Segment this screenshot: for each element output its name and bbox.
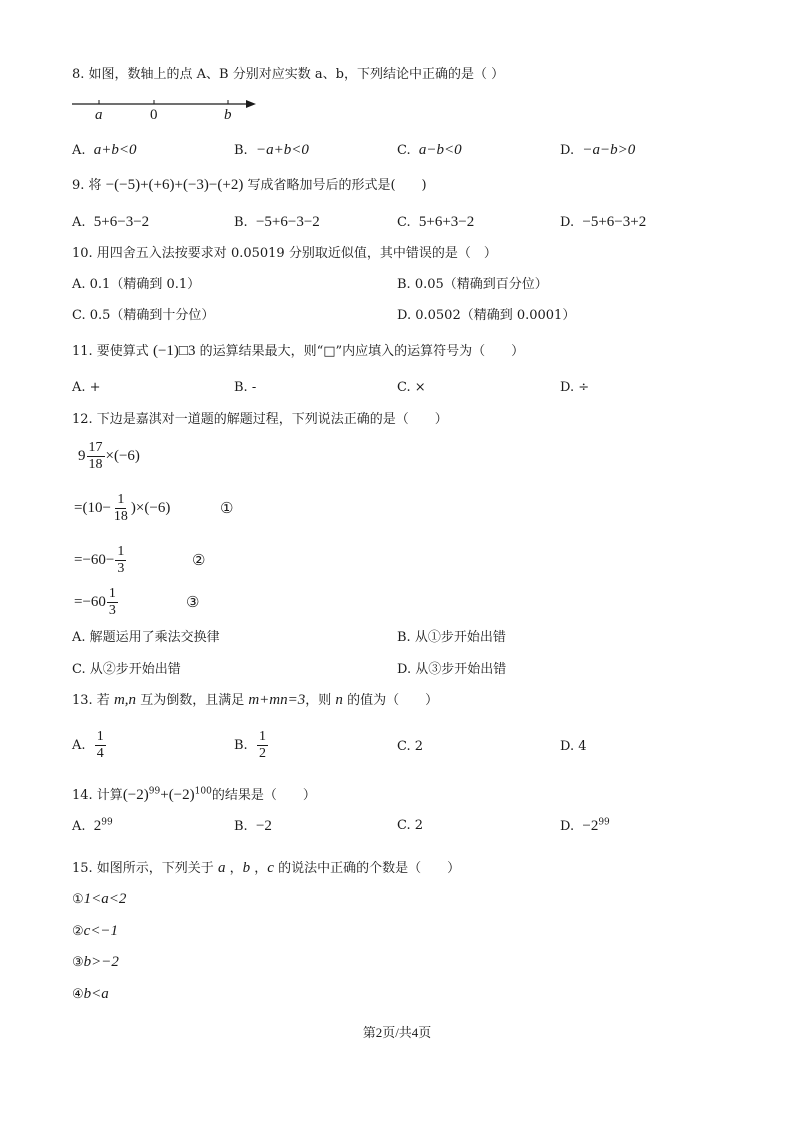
q13-option-b: B. $\frac{1}{2}$ — [234, 729, 266, 761]
q11-option-a: A. + — [72, 380, 101, 395]
q12-step-3: =−60 $\frac{1}{3}$ — [74, 586, 116, 619]
q12-option-c: C. 从②步开始出错 — [72, 662, 181, 677]
q14-option-a: A. $2^{99}$ — [72, 817, 113, 834]
q11-option-c: C. × — [397, 380, 426, 395]
q10-option-b: B. 0.05（精确到百分位） — [397, 277, 548, 292]
q12-mark-3: ③ — [186, 593, 200, 611]
q14-stem: 14. 计算$(-2)^{99}+(-2)^{100}$的结果是（ ） — [72, 786, 316, 803]
q9-option-b: B. −5+6−3−2 — [234, 214, 320, 230]
q8-axis-label-b: b — [224, 107, 232, 123]
q10-stem: 10. 用四舍五入法按要求对 0.05019 分别取近似值，其中错误的是（ ） — [72, 246, 497, 261]
q9-option-d: D. −5+6−3+2 — [560, 214, 647, 230]
q8-option-c: C. a−b<0 — [397, 142, 462, 158]
q9-option-a: A. 5+6−3−2 — [72, 214, 150, 230]
q8-axis-label-a: a — [95, 107, 103, 123]
q14-option-b: B. −2 — [234, 818, 272, 834]
q11-option-b: B. - — [234, 380, 257, 395]
q8-stem: 8. 如图，数轴上的点 A、B 分别对应实数 a、b，下列结论中正确的是（ ） — [72, 67, 505, 82]
q15-item-1: ①1<a<2 — [72, 891, 127, 907]
q12-step-2: =−60− $\frac{1}{3}$ — [74, 544, 125, 577]
q15-item-3: ③b>−2 — [72, 954, 119, 970]
q10-option-c: C. 0.5（精确到十分位） — [72, 308, 215, 323]
q12-option-b: B. 从①步开始出错 — [397, 630, 506, 645]
q13-stem: 13. 若 m,n 互为倒数，且满足 m+mn=3，则 n 的值为（ ） — [72, 692, 439, 708]
q10-option-d: D. 0.0502（精确到 0.0001） — [397, 308, 576, 323]
q15-stem: 15. 如图所示，下列关于 a ，b ，c 的说法中正确的个数是（ ） — [72, 860, 461, 876]
q12-stem: 12. 下边是嘉淇对一道题的解题过程，下列说法正确的是（ ） — [72, 412, 448, 427]
q14-option-d: D. $-2^{99}$ — [560, 817, 610, 834]
q13-option-c: C. 2 — [397, 739, 424, 754]
q12-step-1: =(10− $\frac{1}{18}$ )×(−6) — [74, 492, 171, 525]
q9-option-c: C. 5+6+3−2 — [397, 214, 475, 230]
q11-option-d: D. ÷ — [560, 380, 590, 395]
q11-stem: 11. 要使算式 (−1)□3 的运算结果最大，则“□”内应填入的运算符号为（ ） — [72, 343, 525, 359]
q10-option-a: A. 0.1（精确到 0.1） — [72, 277, 201, 292]
q13-option-a: A. $\frac{1}{4}$ — [72, 729, 104, 761]
q15-item-2: ②c<−1 — [72, 923, 119, 939]
q12-mark-2: ② — [192, 551, 206, 569]
q15-item-4: ④b<a — [72, 986, 109, 1002]
q8-option-b: B. −a+b<0 — [234, 142, 309, 158]
q14-option-c: C. 2 — [397, 818, 424, 833]
q13-option-d: D. 4 — [560, 739, 587, 754]
q12-option-d: D. 从③步开始出错 — [397, 662, 507, 677]
q12-option-a: A. 解题运用了乘法交换律 — [72, 630, 220, 645]
page-footer: 第2页/共4页 — [362, 1025, 432, 1040]
q12-mark-1: ① — [220, 499, 234, 517]
q9-stem: 9. 将 −(−5)+(+6)+(−3)−(+2) 写成省略加号后的形式是( ) — [72, 177, 427, 193]
q8-option-d: D. −a−b>0 — [560, 142, 636, 158]
q8-option-a: A. a+b<0 — [72, 142, 137, 158]
q12-step-0: 9 $\frac{17}{18}$ ×(−6) — [78, 440, 140, 473]
q8-axis-label-0: 0 — [150, 107, 158, 123]
